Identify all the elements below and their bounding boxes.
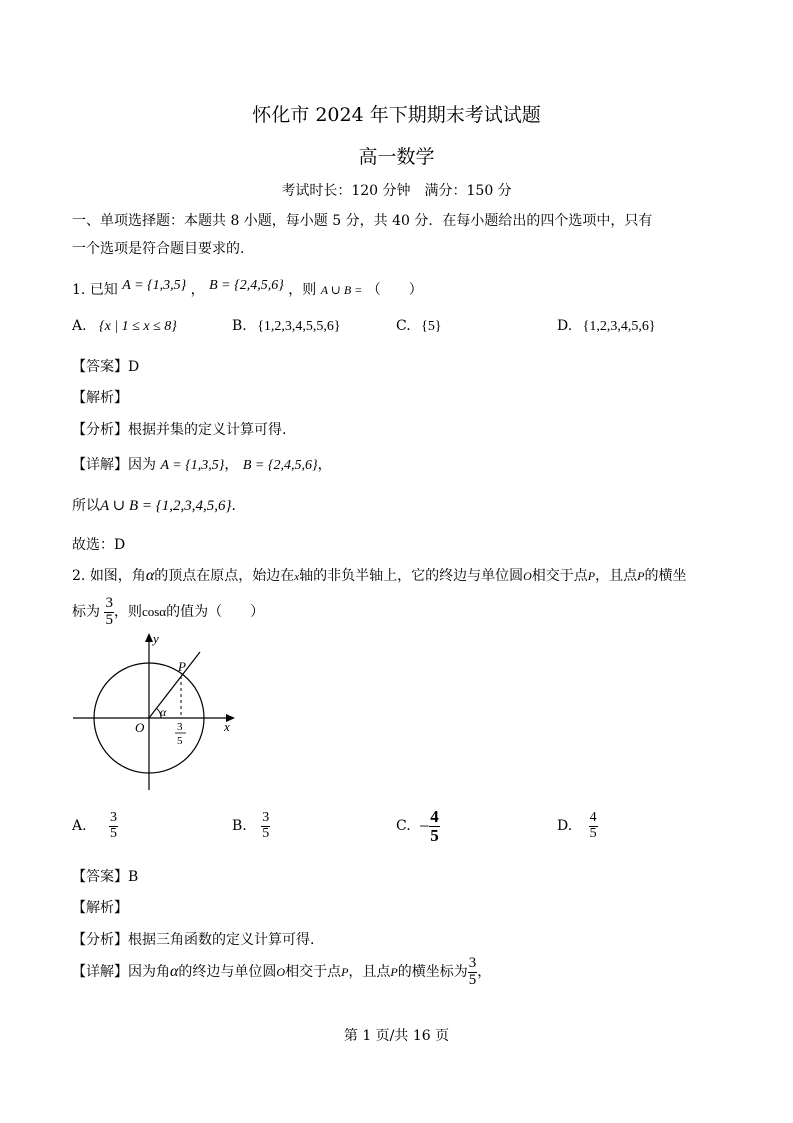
- label-O: O: [135, 720, 145, 735]
- label-alpha: α: [160, 705, 167, 719]
- q1-option-d[interactable]: [557, 318, 656, 335]
- label-frac-num: 3: [177, 721, 183, 733]
- fenxi-tag: 【分析】: [72, 932, 128, 948]
- detail-tag: 【详解】: [72, 964, 128, 980]
- q2-answer: [72, 866, 138, 886]
- so-end: ．: [231, 498, 246, 514]
- label-y: y: [153, 631, 159, 646]
- so-expr: A ∪ B = {1,2,3,4,5,6}: [100, 498, 232, 514]
- option-label: C.: [396, 818, 411, 834]
- q2-analysis-tag: 【解析】: [72, 900, 128, 916]
- q1-setA: A = {1,3,5}: [122, 278, 187, 293]
- q1-option-a[interactable]: [72, 318, 177, 335]
- q2-option-d[interactable]: [557, 806, 598, 846]
- option-text: {1,2,3,4,5,5,6}: [257, 319, 341, 334]
- label-frac-den: 5: [177, 735, 183, 747]
- q2-text: 标为: [72, 604, 100, 620]
- q1-stem: [72, 279, 423, 299]
- frac-num: 3: [468, 954, 477, 971]
- label-x: x: [224, 719, 230, 734]
- x-symbol: x: [294, 571, 300, 583]
- q1-analysis-tag: 【解析】: [72, 390, 128, 406]
- q2-stem-line2: [72, 594, 264, 630]
- q2-text: ，则: [113, 604, 142, 620]
- q1-paren: （ ）: [366, 282, 423, 298]
- cos-alpha: cosα: [141, 604, 167, 619]
- q2-stem-line1: [72, 565, 686, 585]
- frac-num: 4: [589, 809, 597, 825]
- option-label: A.: [72, 318, 87, 334]
- frac-den: 5: [468, 971, 477, 988]
- q2-detail: [72, 954, 491, 990]
- P-symbol: P: [341, 965, 349, 979]
- option-text: {1,2,3,4,5,6}: [582, 319, 656, 334]
- q1-answer: [72, 356, 139, 376]
- alpha-symbol: α: [170, 963, 179, 980]
- P-symbol: P: [637, 569, 645, 583]
- q2-text: 如图，角: [89, 568, 146, 584]
- O-symbol: O: [276, 965, 286, 979]
- q2-text: ，且点: [595, 568, 638, 584]
- q2-option-b[interactable]: [232, 806, 270, 846]
- option-label: D.: [557, 818, 573, 834]
- q1-suffix: ，则: [288, 282, 317, 298]
- O-symbol: O: [523, 569, 532, 583]
- detail-text: 的横坐标为: [397, 964, 468, 980]
- frac-num: 4: [430, 806, 439, 826]
- detail-text: 的终边与单位圆: [178, 964, 277, 980]
- answer-tag: 【答案】: [72, 869, 128, 885]
- q2-fenxi: [72, 929, 314, 949]
- page-footer: 第 1 页/共 16 页: [343, 1028, 450, 1044]
- option-label: B.: [232, 318, 247, 334]
- q2-text: 的值为（ ）: [166, 604, 265, 620]
- option-fraction: [109, 811, 118, 841]
- exam-title: 怀化市 2024 年下期期末考试试题: [252, 104, 541, 126]
- frac-den: 5: [589, 825, 597, 841]
- q2-text: 相交于点: [531, 568, 588, 584]
- detail-end: ，: [477, 964, 492, 980]
- q2-option-a[interactable]: [72, 806, 118, 846]
- detail-text: ，且点: [348, 964, 391, 980]
- q1-so: [72, 495, 246, 515]
- label-P: P: [178, 659, 186, 674]
- detail-setA: A = {1,3,5}: [160, 458, 225, 473]
- frac-den: 5: [262, 825, 270, 841]
- answer-value: B: [128, 869, 139, 885]
- q1-prefix: 已知: [89, 282, 118, 298]
- section-heading-line1: 一、单项选择题：本题共 8 小题，每小题 5 分，共 40 分．在每小题给出的四个选项中，只有: [72, 213, 653, 229]
- P-symbol: P: [587, 569, 596, 583]
- fenxi-tag: 【分析】: [72, 422, 128, 438]
- fraction-3-5: [104, 596, 114, 629]
- detail-end: ，: [317, 457, 332, 473]
- option-label: D.: [557, 318, 573, 334]
- option-fraction: [589, 811, 598, 841]
- frac-num: 3: [105, 594, 113, 611]
- subject-title: 高一数学: [358, 146, 435, 168]
- exam-info: 考试时长：120 分钟 满分：150 分: [281, 183, 512, 199]
- frac-den: 5: [110, 825, 118, 841]
- detail-tag: 【详解】: [72, 457, 128, 473]
- alpha-symbol: α: [145, 567, 155, 584]
- q2-text: 的顶点在原点，始边在: [154, 568, 295, 584]
- option-label: B.: [232, 818, 247, 834]
- q1-fenxi: [72, 419, 286, 439]
- detail-setB: B = {2,4,5,6}: [242, 458, 318, 473]
- q2-number: 2.: [72, 568, 86, 584]
- answer-tag: 【答案】: [72, 359, 128, 375]
- option-label: A.: [72, 818, 87, 834]
- detail-text: 因为角: [128, 964, 170, 980]
- q1-setB: B = {2,4,5,6}: [209, 278, 284, 293]
- fenxi-text: 根据并集的定义计算可得.: [128, 422, 287, 438]
- option-label: C.: [396, 318, 411, 334]
- option-fraction: [429, 808, 440, 845]
- minus-sign: −: [419, 816, 430, 836]
- q1-option-c[interactable]: [396, 318, 442, 335]
- q2-text: 的横坐: [644, 568, 687, 584]
- q1-number: 1.: [72, 282, 86, 298]
- q2-text: 轴的非负半轴上，它的终边与单位圆: [299, 568, 524, 584]
- detail-sep: ，: [224, 457, 239, 473]
- q1-option-b[interactable]: [232, 318, 341, 335]
- q1-expr: A ∪ B =: [320, 283, 363, 297]
- section-heading-line2: 一个选项是符合题目要求的．: [72, 241, 254, 257]
- q1-comma: ，: [190, 282, 205, 298]
- frac-num: 3: [110, 809, 118, 825]
- fraction-3-5: [468, 956, 478, 989]
- detail-text: 相交于点: [285, 964, 342, 980]
- frac-num: 3: [262, 809, 270, 825]
- detail-prefix: 因为: [128, 457, 156, 473]
- option-fraction: [261, 811, 270, 841]
- option-text: {x | 1 ≤ x ≤ 8}: [99, 319, 177, 334]
- q1-detail: [72, 454, 332, 474]
- frac-den: 5: [105, 611, 113, 628]
- so-prefix: 所以: [72, 498, 100, 514]
- fenxi-text: 根据三角函数的定义计算可得.: [128, 932, 315, 948]
- q1-choose: 故选：D: [72, 537, 126, 553]
- q2-option-c[interactable]: [396, 806, 440, 846]
- P-symbol: P: [390, 965, 398, 979]
- unit-circle-figure: [70, 630, 250, 795]
- option-text: {5}: [421, 319, 442, 334]
- frac-den: 5: [430, 825, 439, 845]
- y-axis-arrow: [145, 633, 153, 642]
- answer-value: D: [128, 359, 140, 375]
